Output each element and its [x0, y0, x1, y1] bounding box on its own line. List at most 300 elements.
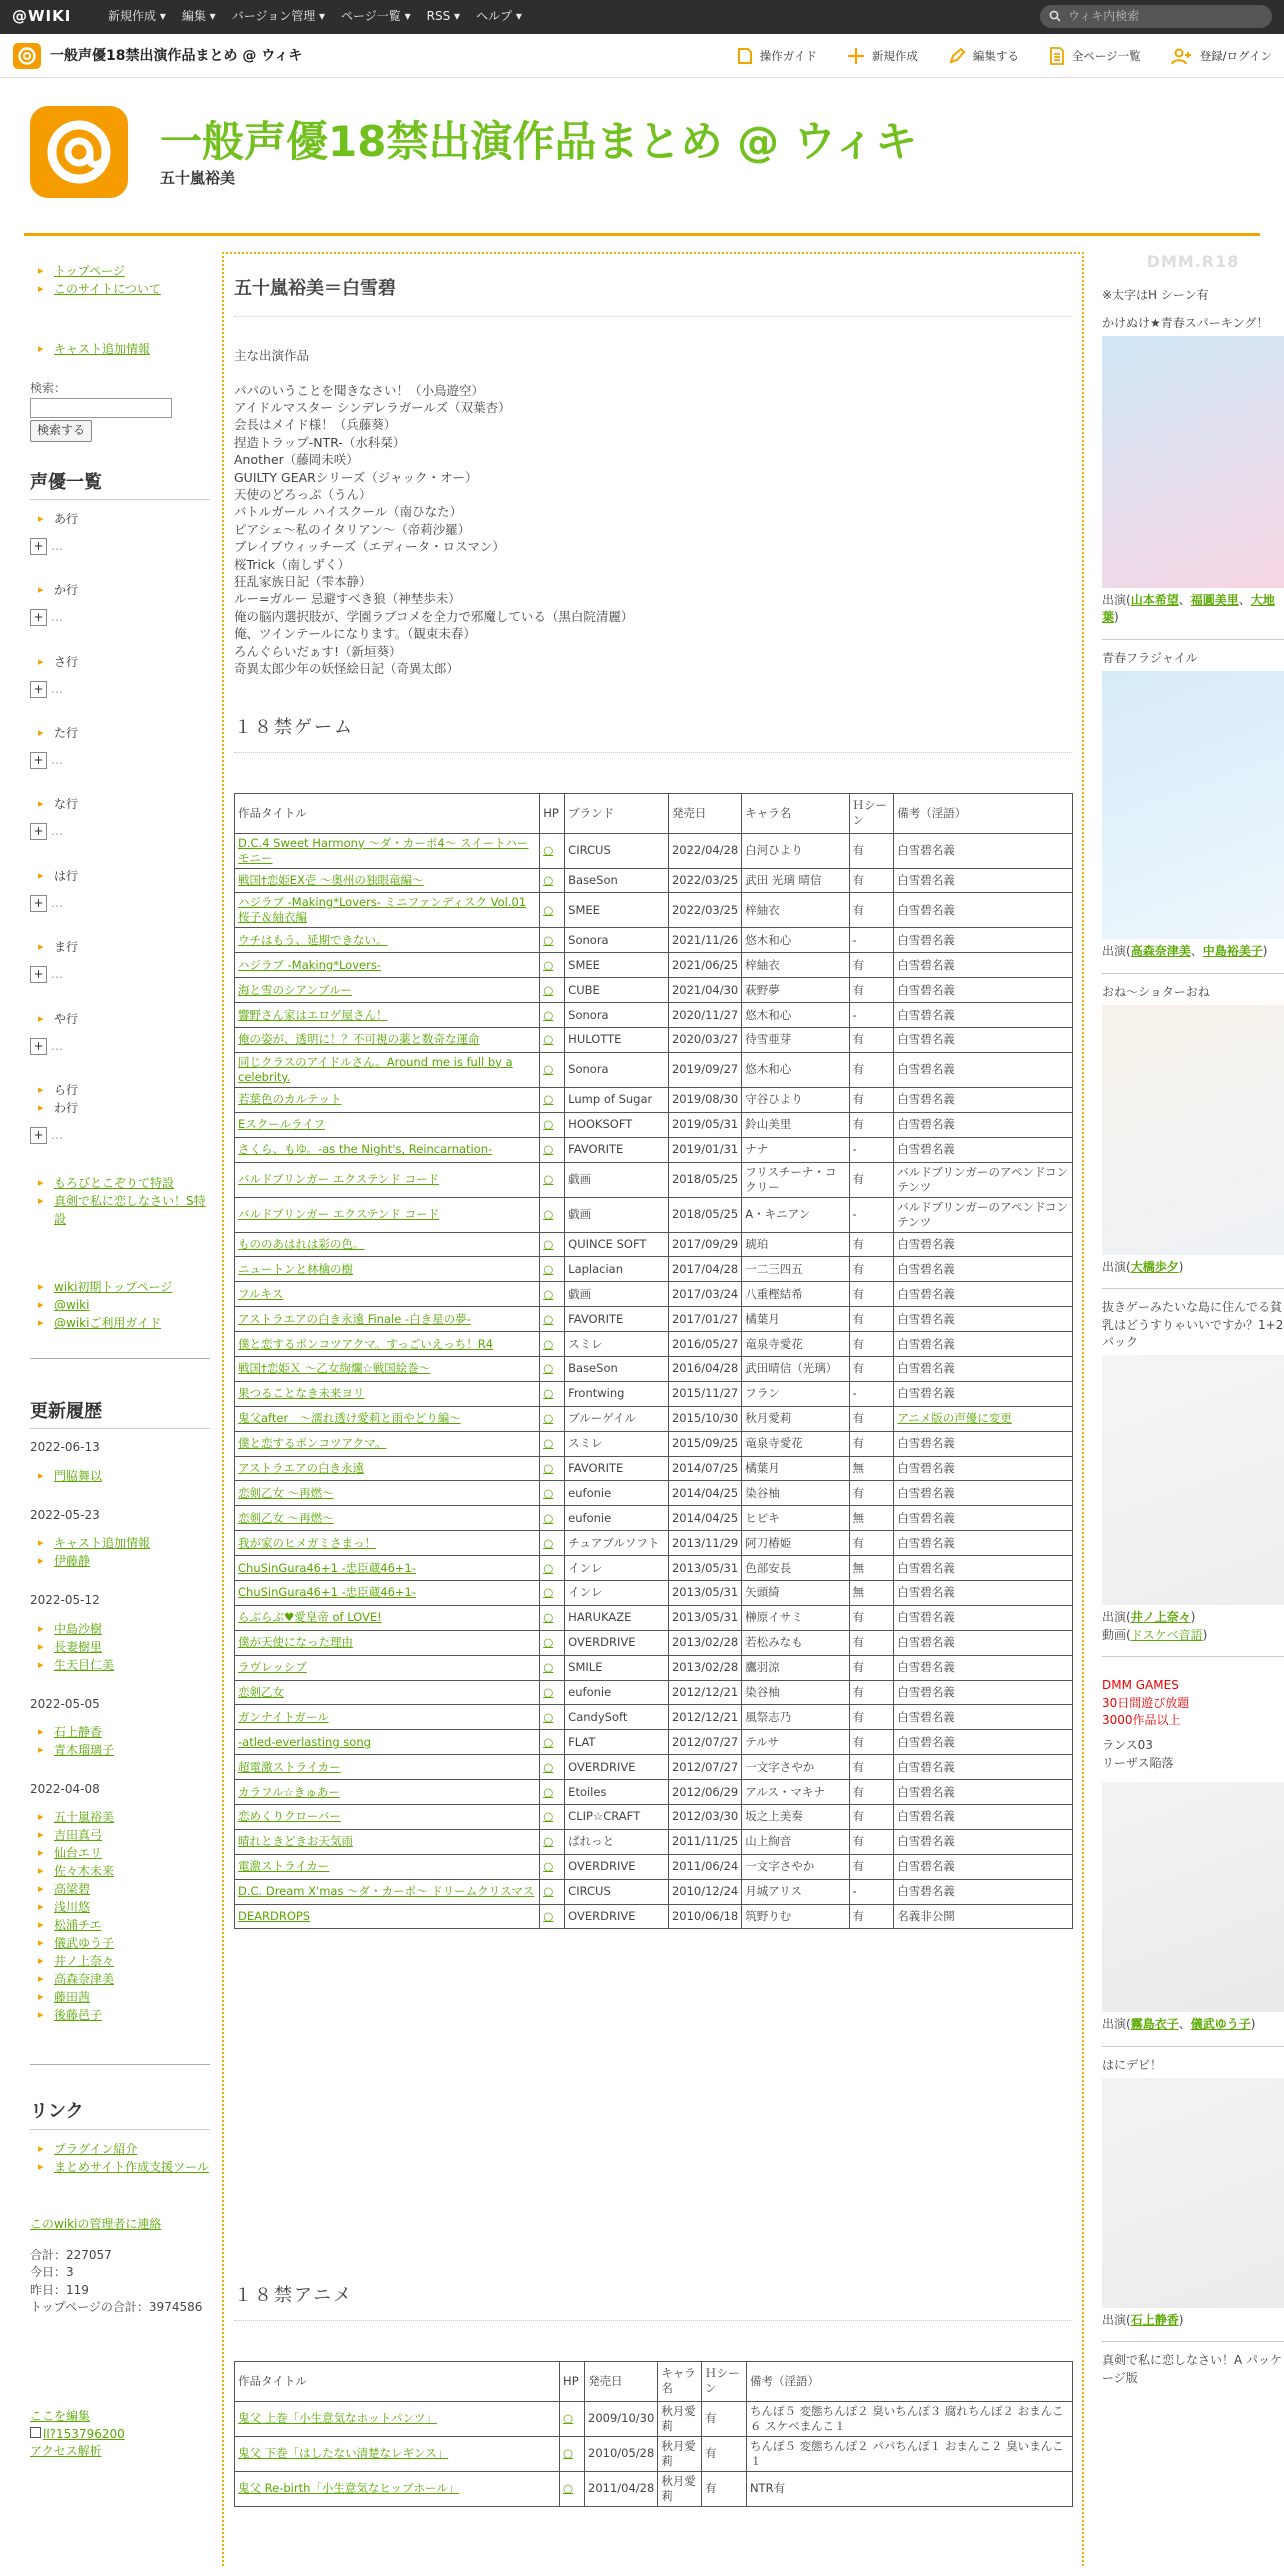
va-group-toggle[interactable] [30, 895, 210, 912]
table-cell: 有 [849, 1705, 894, 1730]
ad-title[interactable]: はにデビ！ [1102, 2057, 1163, 2072]
table-cell: 有 [849, 1052, 894, 1087]
hp-link[interactable]: ○ [543, 1759, 554, 1774]
history-title: 更新履歴 [30, 1399, 210, 1429]
table-cell: 名義非公開 [894, 1904, 1073, 1929]
va-group-toggle[interactable] [30, 538, 210, 555]
title-link[interactable]: -atled-everlasting song [238, 1734, 371, 1749]
table-cell: 2011/04/28 [585, 2471, 658, 2506]
table-cell: 2012/06/29 [668, 1780, 741, 1805]
history-link[interactable]: 仙台エリ [54, 1846, 103, 1861]
table-cell: 秋月愛莉 [658, 2401, 702, 2436]
hp-link[interactable]: ○ [543, 1460, 554, 1475]
title-link[interactable]: ChuSinGura46+1 -忠臣蔵46+1- [238, 1585, 416, 1600]
table-cell: 2011/06/24 [668, 1854, 741, 1879]
table-cell: 悠木和心 [742, 928, 849, 953]
table-row [235, 893, 1073, 928]
table-cell: 2013/05/31 [668, 1580, 741, 1605]
hp-link[interactable]: ○ [543, 1336, 554, 1351]
atwiki-logo[interactable]: @WIKI [12, 7, 72, 25]
hp-link[interactable]: ○ [543, 1635, 554, 1650]
history-link[interactable]: 青木瑠璃子 [54, 1743, 115, 1758]
table-header: 発売日 [585, 2361, 658, 2401]
cast-link[interactable]: 石上静香 [1130, 2313, 1179, 2327]
hp-link[interactable]: ○ [543, 1709, 554, 1724]
history-link[interactable]: 石上静香 [54, 1725, 103, 1740]
table-cell [235, 1027, 540, 1052]
work-item: 奇異太郎少年の妖怪絵日記（奇異太郎） [234, 661, 460, 676]
dmm-games-promo[interactable]: DMM GAMES 30日間遊び放題 3000作品以上 ランス03 リーザス陥落 [1102, 1678, 1190, 1770]
history-link[interactable]: 生天目仁美 [54, 1657, 115, 1672]
ad-image[interactable] [1102, 336, 1284, 588]
ip-link[interactable]: ll?153796200 [43, 2426, 125, 2441]
title-link[interactable]: 僕と恋するポンコツアクマ。 [238, 1436, 387, 1451]
table-row [235, 2436, 1073, 2471]
table-cell: 2020/11/27 [668, 1003, 741, 1028]
cast-link[interactable]: 大橋歩夕 [1130, 1259, 1179, 1274]
table-row [235, 1531, 1073, 1556]
table-row [235, 1705, 1073, 1730]
table-cell: スミレ [565, 1431, 669, 1456]
table-cell: フリスチーナ・コクリー [742, 1162, 849, 1197]
access-analysis-link[interactable]: アクセス解析 [30, 2444, 102, 2459]
note-link[interactable]: アニメ版の声優に変更 [897, 1411, 1012, 1426]
table-cell: 2012/07/27 [668, 1730, 741, 1755]
va-group [30, 1010, 210, 1028]
title-link[interactable]: 電激ストライカー [238, 1859, 330, 1874]
ad-image[interactable] [1102, 1782, 1284, 2012]
title-link[interactable]: アストラエアの白き永遠 [238, 1460, 365, 1475]
title-link[interactable]: アストラエアの白き永遠 Finale -白き星の夢- [238, 1311, 471, 1326]
table-cell: 有 [849, 868, 894, 893]
table-cell: 有 [849, 1829, 894, 1854]
title-link[interactable]: 俺の姿が、透明に！？不可視の薬と数奇な運命 [238, 1032, 480, 1047]
hp-link[interactable]: ○ [543, 1734, 554, 1749]
title-link[interactable]: 鬼父 下巻「はしたない清楚なレギンス」 [238, 2446, 449, 2461]
menu-new[interactable]: 新規作成 ▾ [108, 9, 166, 24]
dmm-logo[interactable]: DMM.R18 [1146, 252, 1240, 271]
title-link[interactable]: ウチはもう、延期できない。 [238, 932, 388, 947]
table-cell: 2017/04/28 [668, 1257, 741, 1282]
side-search-input[interactable] [30, 398, 172, 418]
va-group [30, 581, 210, 599]
edit-page-button[interactable]: 編集する [948, 47, 1019, 65]
table-cell: OVERDRIVE [565, 1854, 669, 1879]
table-cell: 白雪碧名義 [894, 1580, 1073, 1605]
cast-link[interactable]: 山本希望 [1130, 592, 1179, 607]
va-group-ellipsis: … [51, 610, 63, 625]
title-link[interactable]: カラフル☆きゅあー [238, 1784, 340, 1799]
hp-link[interactable]: ○ [543, 1286, 554, 1301]
title-link[interactable]: 鬼父 上巻「小生意気なホットパンツ」 [238, 2411, 437, 2426]
table-cell: 白雪碧名義 [894, 1356, 1073, 1381]
history-link[interactable]: 藤田茜 [54, 1990, 91, 2005]
table-cell: 2012/07/27 [668, 1755, 741, 1780]
title-link[interactable]: 果つることなき未来ヨリ [238, 1386, 365, 1401]
title-link[interactable]: 同じクラスのアイドルさん。Around me is full by a celebrity. [238, 1054, 513, 1084]
history-link[interactable]: 浅川悠 [54, 1900, 91, 1915]
hp-link[interactable]: ○ [543, 1386, 554, 1401]
va-list-title: 声優一覧 [30, 470, 210, 500]
hp-link[interactable]: ○ [543, 1236, 554, 1251]
cast-add-link[interactable]: キャスト追加情報 [54, 342, 151, 356]
va-group-toggle[interactable] [30, 1127, 210, 1144]
works-heading: 主な出演作品 [234, 348, 310, 364]
plus-icon [847, 47, 865, 65]
table-cell: 琥珀 [742, 1232, 849, 1257]
table-header: 備考（淫語） [746, 2361, 1072, 2401]
ad-title[interactable]: かけぬけ★青春スパーキング！ [1102, 315, 1269, 330]
history-link[interactable]: 伊藤静 [54, 1554, 91, 1569]
table-cell: 白雪碧名義 [894, 1755, 1073, 1780]
title-link[interactable]: 恋剣乙女 [238, 1684, 284, 1699]
history-link[interactable]: 松浦チエ [54, 1918, 102, 1933]
table-cell: 白雪碧名義 [894, 1531, 1073, 1556]
table-cell: CIRCUS [565, 1879, 669, 1904]
hp-link[interactable]: ○ [543, 843, 554, 857]
table-cell: 2014/04/25 [668, 1481, 741, 1506]
table-cell [235, 1332, 540, 1357]
table-cell: 有 [849, 1027, 894, 1052]
hp-link[interactable]: ○ [543, 1311, 554, 1326]
table-cell: CUBE [565, 978, 669, 1003]
table-row [235, 1112, 1073, 1137]
table-cell [560, 2471, 585, 2506]
table-row [235, 1257, 1073, 1282]
links-title: リンク [30, 2099, 210, 2129]
title-link[interactable]: 超電激ストライカー [238, 1759, 341, 1774]
table-row [235, 1282, 1073, 1307]
ad-image[interactable] [1102, 671, 1284, 939]
hp-link[interactable]: ○ [543, 1585, 554, 1600]
table-row [235, 1197, 1073, 1232]
plugin-link[interactable]: プラグイン紹介 [54, 2141, 138, 2156]
expand-icon[interactable]: + [30, 1038, 47, 1055]
title-link[interactable]: ChuSinGura46+1 -忠臣蔵46+1- [238, 1560, 416, 1575]
cast-link[interactable]: 霧島衣子 [1130, 2017, 1179, 2032]
history-link[interactable]: 後藤邑子 [54, 2008, 103, 2023]
va-group-label: ▸ は行 [30, 867, 210, 885]
game-heading: １８禁ゲーム [234, 715, 1072, 752]
side-search-button[interactable]: 検索する [30, 420, 92, 441]
edit-here-link[interactable]: ここを編集 [30, 2409, 91, 2424]
history-link[interactable]: 門脇舞以 [54, 1468, 103, 1483]
hp-link[interactable]: ○ [543, 1884, 554, 1899]
hp-link[interactable]: ○ [543, 1784, 554, 1799]
table-cell [560, 2436, 585, 2471]
table-cell [540, 1431, 565, 1456]
title-link[interactable]: ガンナイトガール [238, 1709, 329, 1724]
hp-link[interactable]: ○ [543, 1560, 554, 1575]
hp-link[interactable]: ○ [543, 1660, 554, 1675]
table-cell [235, 1381, 540, 1406]
hp-link[interactable]: ○ [563, 2411, 574, 2426]
table-cell: 有 [849, 978, 894, 1003]
top-page-link[interactable]: トップページ [54, 264, 125, 278]
hp-link[interactable]: ○ [543, 1859, 554, 1874]
history-link[interactable]: 高梁碧 [54, 1882, 91, 1897]
ad-image[interactable] [1102, 2078, 1284, 2308]
table-cell: 阿刀椿姫 [742, 1531, 849, 1556]
hp-link[interactable]: ○ [543, 1909, 554, 1923]
va-group-toggle[interactable] [30, 823, 210, 840]
expand-icon[interactable]: + [30, 609, 47, 626]
title-link[interactable]: 戦国†恋姫EX壱 ～奥州の独眼竜編～ [238, 872, 424, 887]
new-page-button[interactable]: 新規作成 [847, 47, 918, 65]
hp-link[interactable]: ○ [543, 1411, 554, 1426]
table-cell: CandySoft [565, 1705, 669, 1730]
title-link[interactable]: Eスクールライフ [238, 1117, 325, 1132]
table-cell: 白雪碧名義 [894, 1506, 1073, 1531]
title-link[interactable]: ハジラブ -Making*Lovers- ミニファンディスク Vol.01 桜子＆紬衣編 [238, 895, 527, 925]
hp-link[interactable]: ○ [563, 2481, 574, 2496]
history-link[interactable]: 井ノ上奈々 [54, 1954, 115, 1969]
ad-title[interactable]: 抜きゲーみたいな島に住んでる貧乳はどうすりゃいいですか？1+2パック [1102, 1300, 1284, 1350]
hp-link[interactable]: ○ [543, 982, 554, 997]
site-logo-icon[interactable] [30, 106, 128, 198]
hp-link[interactable]: ○ [543, 1117, 554, 1132]
hp-link[interactable]: ○ [543, 1485, 554, 1500]
va-group-label: ▸ な行 [30, 795, 210, 813]
cast-link[interactable]: 中島裕美子 [1202, 944, 1263, 959]
menu-version[interactable]: バージョン管理 ▾ [231, 9, 326, 24]
cast-link[interactable]: 井ノ上奈々 [1130, 1610, 1191, 1625]
hp-link[interactable]: ○ [543, 932, 554, 947]
login-button[interactable]: 登録/ログイン [1171, 47, 1272, 65]
title-link[interactable]: 僕と恋するポンコツアクマ。すっごいえっち！R4 [238, 1336, 494, 1351]
contact-admin-link[interactable]: このwikiの管理者に連絡 [30, 2216, 162, 2231]
table-row [235, 1879, 1073, 1904]
cast-link[interactable]: 儀武ゆう子 [1190, 2017, 1251, 2032]
hp-link[interactable]: ○ [543, 1535, 554, 1550]
table-cell [894, 1406, 1073, 1431]
menu-pages[interactable]: ページ一覧 ▾ [341, 9, 411, 24]
menu-edit[interactable]: 編集 ▾ [181, 9, 216, 24]
menu-rss[interactable]: RSS ▾ [426, 9, 461, 24]
history-date: 2022-05-12 [30, 1593, 100, 1608]
table-cell: 2013/05/31 [668, 1605, 741, 1630]
table-cell [235, 1456, 540, 1481]
table-cell: 白雪碧名義 [894, 1282, 1073, 1307]
wiki-link[interactable]: wiki初期トップページ [54, 1280, 173, 1295]
all-pages-button[interactable]: 全ページ一覧 [1049, 47, 1141, 65]
table-cell: Lump of Sugar [565, 1087, 669, 1112]
table-cell: 橘葉月 [742, 1307, 849, 1332]
title-link[interactable]: DEARDROPS [238, 1909, 311, 1923]
table-cell: OVERDRIVE [565, 1630, 669, 1655]
title-link[interactable]: D.C. Dream X'mas ～ダ・カーポ～ ドリームクリスマス [238, 1884, 535, 1899]
table-cell: CIRCUS [565, 833, 669, 868]
va-group [30, 1099, 210, 1117]
table-cell: 八重樫結希 [742, 1282, 849, 1307]
ad-image[interactable] [1102, 1005, 1284, 1255]
title-link[interactable]: 響野さん家はエロゲ屋さん！ [238, 1007, 388, 1022]
title-link[interactable]: 晴れときどきお天気雨 [238, 1834, 353, 1849]
table-cell [235, 1805, 540, 1830]
title-link[interactable]: 我が家のヒメガミさまっ！ [238, 1535, 376, 1550]
hp-link[interactable]: ○ [543, 1172, 554, 1187]
history-link[interactable]: 長妻樹里 [54, 1639, 103, 1654]
hp-link[interactable]: ○ [543, 1809, 554, 1824]
hp-link[interactable]: ○ [543, 1142, 554, 1157]
title-link[interactable]: 恋めくりクローバー [238, 1809, 341, 1824]
table-cell [540, 1197, 565, 1232]
work-item: ルー=ガルー 忌避すべき狼（神埜歩未） [234, 591, 461, 607]
table-cell: 2021/06/25 [668, 953, 741, 978]
table-cell [540, 1506, 565, 1531]
title-link[interactable]: フルキス [238, 1286, 284, 1301]
menu-help[interactable]: ヘルプ ▾ [476, 9, 522, 24]
table-cell [235, 1282, 540, 1307]
table-cell [540, 1052, 565, 1087]
ad-title[interactable]: 青春フラジャイル [1102, 650, 1198, 665]
table-header: 作品タイトル [235, 2361, 560, 2401]
hp-link[interactable]: ○ [543, 1032, 554, 1047]
table-cell: FLAT [565, 1730, 669, 1755]
va-group-toggle[interactable] [30, 1038, 210, 1055]
history-link[interactable]: キャスト追加情報 [54, 1536, 151, 1551]
ad-title[interactable]: 真剣で私に恋しなさい！A パッケージ版 [1102, 2353, 1283, 2385]
history-link[interactable]: 高森奈津美 [54, 1972, 115, 1987]
movie-link[interactable]: ドスケベ音語 [1130, 1627, 1203, 1642]
table-cell: 白雪碧名義 [894, 1854, 1073, 1879]
hp-link[interactable]: ○ [543, 1436, 554, 1451]
title-link[interactable]: ハジラブ -Making*Lovers- [238, 957, 381, 972]
ad-title[interactable]: おね～ショターおね [1102, 984, 1210, 999]
table-cell [235, 1112, 540, 1137]
table-row [235, 928, 1073, 953]
hp-link[interactable]: ○ [543, 1092, 554, 1107]
table-cell: 矢頭綺 [742, 1580, 849, 1605]
about-link[interactable]: このサイトについて [54, 282, 161, 296]
table-cell: 白雪碧名義 [894, 1052, 1073, 1087]
cast-link[interactable]: 福圓美里 [1190, 592, 1239, 607]
expand-icon[interactable]: + [30, 895, 47, 912]
table-cell: 2016/04/28 [668, 1356, 741, 1381]
history-link[interactable]: 吉田真弓 [54, 1828, 103, 1843]
site-name[interactable]: 一般声優18禁出演作品まとめ @ ウィキ [50, 48, 303, 64]
hp-link[interactable]: ○ [543, 1684, 554, 1699]
table-cell: 秋月愛莉 [742, 1406, 849, 1431]
title-link[interactable]: 鬼父 Re-birth「小生意気なヒップホール」 [238, 2481, 460, 2496]
expand-icon[interactable]: + [30, 966, 47, 983]
title-link[interactable]: ラヴレッシブ [238, 1660, 307, 1675]
history-link[interactable]: 儀武ゆう子 [54, 1936, 115, 1951]
cast-link[interactable]: 高森奈津美 [1130, 944, 1191, 959]
title-link[interactable]: 海と雪のシアンブルー [238, 982, 353, 997]
hp-link[interactable]: ○ [543, 1361, 554, 1376]
title-link[interactable]: もののあはれは彩の色。 [238, 1236, 365, 1251]
table-row [235, 1307, 1073, 1332]
history-date: 2022-06-13 [30, 1440, 100, 1455]
hp-link[interactable]: ○ [543, 1261, 554, 1276]
table-row [235, 1805, 1073, 1830]
history-link[interactable]: 五十嵐裕美 [54, 1810, 115, 1825]
table-cell [235, 1003, 540, 1028]
cast-link[interactable]: 大地葉 [1102, 592, 1275, 625]
user-add-icon [1171, 47, 1193, 65]
title-link[interactable]: ニュートンと林檎の樹 [238, 1261, 353, 1276]
va-group-label: ▸ ら行 [30, 1081, 210, 1099]
va-group-toggle[interactable] [30, 681, 210, 698]
table-cell: 白雪碧名義 [894, 1137, 1073, 1162]
expand-icon[interactable]: + [30, 538, 47, 555]
title-link[interactable]: 恋剣乙女 ～再燃～ [238, 1510, 334, 1525]
expand-icon[interactable]: + [30, 752, 47, 769]
expand-icon[interactable]: + [30, 681, 47, 698]
guide-button[interactable]: 操作ガイド [737, 47, 817, 65]
matome-tool-link[interactable]: まとめサイト作成支援ツール [54, 2159, 209, 2174]
wiki-link[interactable]: @wikiご利用ガイド [54, 1316, 162, 1331]
hp-link[interactable]: ○ [543, 1007, 554, 1022]
title-link[interactable]: 若葉色のカルテット [238, 1092, 342, 1107]
title-link[interactable]: D.C.4 Sweet Harmony ～ダ・カーポ4～ スイートハーモニー [238, 835, 529, 865]
table-cell: 2010/05/28 [585, 2436, 658, 2471]
hp-link[interactable]: ○ [543, 1062, 554, 1077]
hp-link[interactable]: ○ [563, 2446, 574, 2461]
table-cell [540, 1904, 565, 1929]
wiki-search-input[interactable] [1040, 5, 1272, 28]
table-cell: 白河ひより [742, 833, 849, 868]
title-link[interactable]: 僕が天使になった理由 [238, 1635, 353, 1650]
table-cell [540, 1232, 565, 1257]
hp-link[interactable]: ○ [543, 1510, 554, 1525]
va-group-ellipsis: … [51, 1128, 63, 1142]
special-link[interactable]: 真剣で私に恋しなさい！S特設 [54, 1194, 206, 1227]
table-cell: - [849, 1003, 894, 1028]
history-items [30, 1620, 210, 1674]
title-link[interactable]: 恋剣乙女 ～再燃～ [238, 1485, 334, 1500]
hp-link[interactable]: ○ [543, 1610, 554, 1625]
expand-icon[interactable]: + [30, 1127, 47, 1144]
hp-link[interactable]: ○ [543, 1207, 554, 1222]
table-cell [235, 1580, 540, 1605]
bold-note: ※太字はH シーン有 [1102, 288, 1209, 303]
table-cell [540, 1580, 565, 1605]
title-link[interactable]: さくら、もゆ。-as the Night's, Reincarnation- [238, 1142, 493, 1157]
table-cell: A・キニアン [742, 1197, 849, 1232]
history-link[interactable]: 中島沙樹 [54, 1621, 103, 1636]
title-link[interactable]: 戦国†恋姫Ｘ ～乙女絢爛☆戦国絵巻～ [238, 1361, 431, 1376]
table-cell: 2021/04/30 [668, 978, 741, 1003]
title-link[interactable]: バルドブリンガー エクステンド コード [238, 1172, 440, 1187]
table-cell: Frontwing [565, 1381, 669, 1406]
expand-icon[interactable]: + [30, 823, 47, 840]
title-link[interactable]: バルドブリンガー エクステンド コード [238, 1207, 440, 1222]
title-link[interactable]: らぶらぶ♥愛皇帝 of LOVE! [238, 1610, 382, 1625]
table-cell [540, 1003, 565, 1028]
table-cell [540, 1780, 565, 1805]
table-cell: フラン [742, 1381, 849, 1406]
ad-cast: 出演(大橋歩夕) [1102, 1259, 1184, 1274]
hp-link[interactable]: ○ [543, 1834, 554, 1849]
title-link[interactable]: 鬼父after ～濡れ透け愛莉と雨やどり編～ [238, 1411, 461, 1426]
table-header: 発売日 [668, 793, 741, 833]
site-title[interactable]: 一般声優18禁出演作品まとめ @ ウィキ [160, 117, 918, 166]
va-group-toggle[interactable] [30, 609, 210, 626]
special-link[interactable]: もろびとこぞりて特設 [54, 1176, 175, 1191]
hp-link[interactable]: ○ [543, 872, 554, 887]
hp-link[interactable]: ○ [543, 957, 554, 972]
history-link[interactable]: 佐々木未来 [54, 1864, 115, 1879]
ad-image[interactable] [1102, 1355, 1284, 1605]
va-group-toggle[interactable] [30, 966, 210, 983]
hp-link[interactable]: ○ [543, 902, 554, 917]
wiki-link[interactable]: @wiki [54, 1298, 90, 1313]
table-cell: 白雪碧名義 [894, 1481, 1073, 1506]
va-group-toggle[interactable] [30, 752, 210, 769]
table-cell [540, 1630, 565, 1655]
